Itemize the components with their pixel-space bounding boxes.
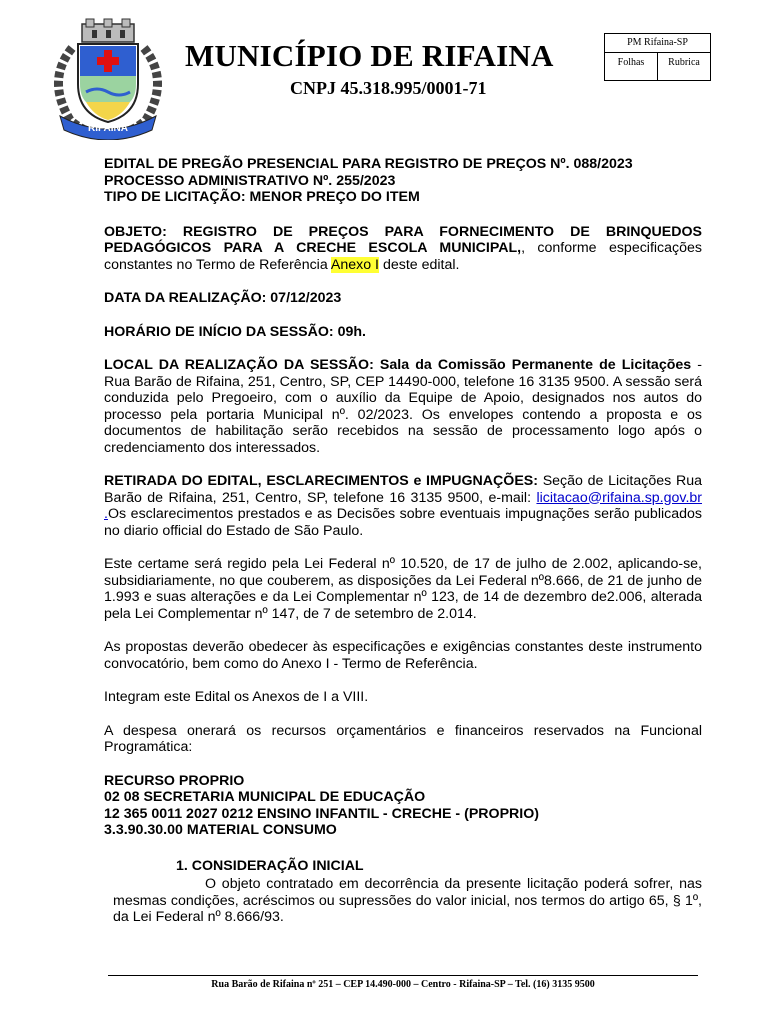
propostas-paragraph: As propostas deverão obedecer às especificações e exigências constantes deste instrumento convocatório, bem como do Anexo I - Termo de Referência.: [104, 639, 702, 672]
edital-number: EDITAL DE PREGÃO PRESENCIAL PARA REGISTRO DE PREÇOS Nº. 088/2023: [104, 156, 633, 172]
section-1-text: O objeto contratado em decorrência da presente licitação poderá sofrer, nas mesmas condições, acréscimos ou supressões do valor inicial, nos termos do artigo 65, § 1º, da Lei Federal nº 8.666/93.: [113, 876, 702, 925]
horario-inicio: HORÁRIO DE INÍCIO DA SESSÃO: 09h.: [104, 323, 366, 340]
recurso-line: 02 08 SECRETARIA MUNICIPAL DE EDUCAÇÃO: [104, 789, 426, 805]
objeto-paragraph: [104, 224, 702, 274]
footer-divider: [108, 975, 698, 976]
retirada-paragraph: [104, 473, 702, 539]
edital-header-block: [104, 156, 702, 206]
cnpj-number: CNPJ 45.318.995/0001-71: [290, 78, 487, 98]
despesa-paragraph: A despesa onerará os recursos orçamentários e financeiros reservados na Funcional Programática:: [104, 722, 702, 755]
processo-number: PROCESSO ADMINISTRATIVO Nº. 255/2023: [104, 172, 396, 189]
recurso-block: [104, 773, 702, 839]
stamp-folhas: Folhas: [605, 53, 658, 80]
stamp-header: PM Rifaina-SP: [605, 34, 710, 53]
retirada-label: RETIRADA DO EDITAL, ESCLARECIMENTOS e IMPUGNAÇÕES:: [104, 473, 538, 489]
footer-address: Rua Barão de Rifaina nº 251 – CEP 14.490-000 – Centro - Rifaina-SP – Tel. (16) 3135 9500: [211, 979, 595, 990]
recurso-line: 12 365 0011 2027 0212 ENSINO INFANTIL - CRECHE - (PROPRIO): [104, 805, 539, 822]
tipo-licitacao: TIPO DE LICITAÇÃO: MENOR PREÇO DO ITEM: [104, 189, 420, 205]
integram-paragraph: Integram este Edital os Anexos de I a VIII.: [104, 689, 369, 705]
stamp-rubrica: Rubrica: [668, 57, 700, 68]
section-1-title: 1. CONSIDERAÇÃO INICIAL: [176, 857, 364, 874]
recurso-line: 3.3.90.30.00 MATERIAL CONSUMO: [104, 822, 337, 838]
municipal-crest-logo: [42, 18, 174, 140]
regido-paragraph: Este certame será regido pela Lei Federal nº 10.520, de 17 de julho de 2.002, aplicando-se, subsidiariamente, no que couberem, as disposições da Lei Federal nº8.666, de 21 de junho de 1.993 e suas alterações e da Lei Complementar nº 123, de 14 de dezembro de2.006, alterada pela Lei Complementar nº 147, de 7 de setembro de 2.014.: [104, 556, 702, 622]
document-body: [104, 156, 702, 943]
recurso-line: RECURSO PROPRIO: [104, 772, 245, 789]
anexo-highlight: Anexo I: [330, 256, 379, 273]
folhas-rubrica-stamp: [604, 33, 711, 81]
crest-ribbon-text: RIFAINA: [88, 123, 128, 134]
retirada-text: Seção de Licitações Rua Barão de Rifaina, 251, Centro, SP, telefone 16 3135 9500, e-mail:: [104, 473, 702, 506]
local-label: LOCAL DA REALIZAÇÃO DA SESSÃO: Sala da Comissão Permanente de Licitações: [104, 357, 692, 373]
retirada-text-end: Os esclarecimentos prestados e as Decisões sobre eventuais impugnações serão publicados no diario official do Estado de São Paulo.: [104, 506, 702, 539]
data-realizacao: DATA DA REALIZAÇÃO: 07/12/2023: [104, 290, 342, 306]
objeto-text-end: deste edital.: [379, 256, 460, 273]
local-paragraph: [104, 357, 702, 456]
email-link[interactable]: licitacao@rifaina.sp.gov.br .: [104, 489, 702, 522]
objeto-text: , conforme especificações constantes no Termo de Referência: [104, 240, 702, 273]
objeto-label: OBJETO: REGISTRO DE PREÇOS PARA FORNECIMENTO DE BRINQUEDOS PEDAGÓGICOS PARA A CRECHE ESCOLA MUNICIPAL,: [104, 223, 702, 256]
local-text: - Rua Barão de Rifaina, 251, Centro, SP, CEP 14490-000, telefone 16 3135 9500. A sessão será conduzida pelo Pregoeiro, com o auxílio da Equipe de Apoio, designados nos autos do processo pela portaria Municipal nº. 02/2023. Os envelopes contendo a proposta e os documentos de habilitação serão recebidos na sessão de processamento logo após o credenciamento dos interessados.: [104, 357, 703, 456]
page-title: MUNICÍPIO DE RIFAINA: [185, 38, 554, 73]
